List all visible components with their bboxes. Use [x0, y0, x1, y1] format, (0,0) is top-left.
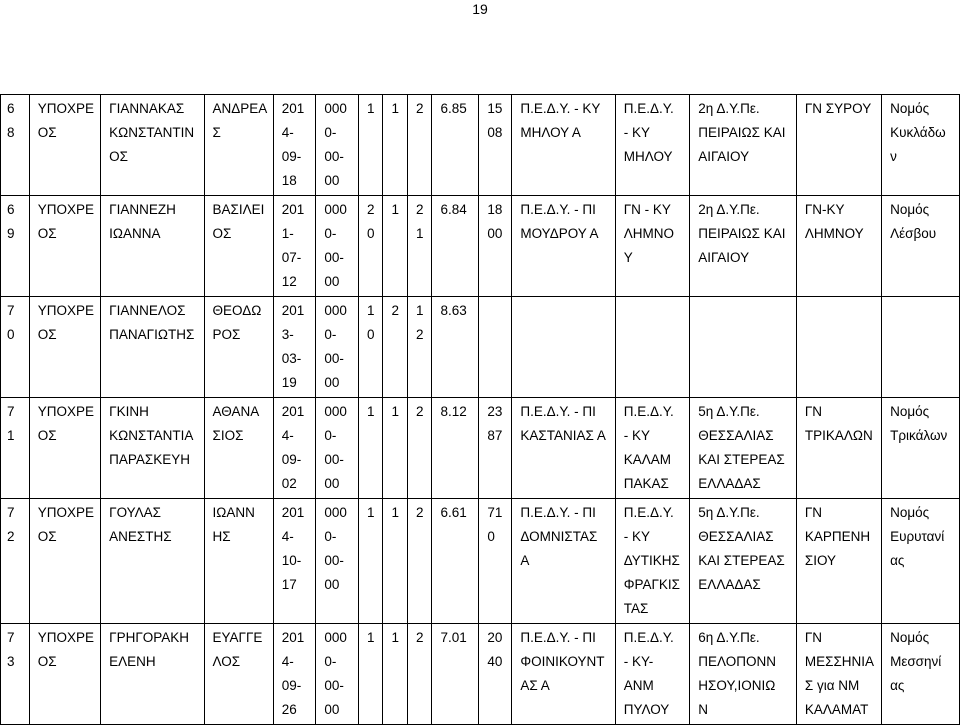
- cell-status: ΥΠΟΧΡΕ ΟΣ: [29, 398, 100, 499]
- cell-parent-unit: [615, 297, 690, 398]
- cell-prefecture: Νομός Κυκλάδω ν: [882, 95, 960, 196]
- cell-parent-unit: Π.Ε.Δ.Υ. - ΚΥ- ΑΝΜ ΠΥΛΟΥ: [615, 624, 690, 725]
- cell-count-total: 2: [407, 95, 432, 196]
- cell-health-unit: Π.Ε.Δ.Υ. - ΠΙ ΦΟΙΝΙΚΟΥΝΤ ΑΣ Α: [512, 624, 615, 725]
- cell-prefecture: Νομός Λέσβου: [882, 196, 960, 297]
- cell-surname: ΓΙΑΝΝΕΛΟΣ ΠΑΝΑΓΙΩΤΗΣ: [101, 297, 204, 398]
- cell-surname: ΓΟΥΛΑΣ ΑΝΕΣΤΗΣ: [101, 499, 204, 624]
- cell-health-region: 5η Δ.Υ.Πε. ΘΕΣΣΑΛΙΑΣ ΚΑΙ ΣΤΕΡΕΑΣ ΕΛΛΑΔΑΣ: [690, 398, 797, 499]
- cell-status: ΥΠΟΧΡΕ ΟΣ: [29, 624, 100, 725]
- cell-health-unit: Π.Ε.Δ.Υ. - ΠΙ ΚΑΣΤΑΝΙΑΣ Α: [512, 398, 615, 499]
- cell-row-number: 7 2: [1, 499, 30, 624]
- cell-count-a: 1: [358, 398, 383, 499]
- table-row: [1, 499, 960, 624]
- cell-parent-unit: Π.Ε.Δ.Υ. - ΚΥ ΚΑΛΑΜ ΠΑΚΑΣ: [615, 398, 690, 499]
- cell-date: 201 4- 10- 17: [273, 499, 316, 624]
- cell-father-name: ΑΘΑΝΑ ΣΙΟΣ: [204, 398, 273, 499]
- cell-row-number: 7 3: [1, 624, 30, 725]
- cell-count-total: 21: [407, 196, 432, 297]
- cell-zero-date: 000 0- 00- 00: [316, 196, 359, 297]
- table-row: [1, 624, 960, 725]
- cell-father-name: ΒΑΣΙΛΕΙ ΟΣ: [204, 196, 273, 297]
- cell-score: 8.12: [432, 398, 479, 499]
- cell-zero-date: 000 0- 00- 00: [316, 398, 359, 499]
- cell-status: ΥΠΟΧΡΕ ΟΣ: [29, 499, 100, 624]
- cell-health-unit: Π.Ε.Δ.Υ. - ΚΥ ΜΗΛΟΥ Α: [512, 95, 615, 196]
- cell-zero-date: 000 0- 00- 00: [316, 499, 359, 624]
- cell-prefecture: Νομός Τρικάλων: [882, 398, 960, 499]
- cell-parent-unit: Π.Ε.Δ.Υ. - ΚΥ ΜΗΛΟΥ: [615, 95, 690, 196]
- records-table: [0, 94, 960, 725]
- cell-code: 15 08: [479, 95, 512, 196]
- cell-surname: ΓΚΙΝΗ ΚΩΝΣΤΑΝΤΙΑ ΠΑΡΑΣΚΕΥΗ: [101, 398, 204, 499]
- cell-health-unit: [512, 297, 615, 398]
- cell-prefecture: Νομός Μεσσηνί ας: [882, 624, 960, 725]
- cell-score: 7.01: [432, 624, 479, 725]
- cell-date: 201 1- 07- 12: [273, 196, 316, 297]
- cell-status: ΥΠΟΧΡΕ ΟΣ: [29, 297, 100, 398]
- cell-hospital: ΓΝ ΚΑΡΠΕΝΗ ΣΙΟΥ: [796, 499, 881, 624]
- cell-zero-date: 000 0- 00- 00: [316, 297, 359, 398]
- cell-date: 201 3- 03- 19: [273, 297, 316, 398]
- cell-hospital: ΓΝ ΣΥΡΟΥ: [796, 95, 881, 196]
- cell-code: 71 0: [479, 499, 512, 624]
- cell-row-number: 6 8: [1, 95, 30, 196]
- cell-count-a: 20: [358, 196, 383, 297]
- table-row: [1, 196, 960, 297]
- table-row: [1, 297, 960, 398]
- cell-count-total: 12: [407, 297, 432, 398]
- cell-health-region: 2η Δ.Υ.Πε. ΠΕΙΡΑΙΩΣ ΚΑΙ ΑΙΓΑΙΟΥ: [690, 196, 797, 297]
- cell-surname: ΓΙΑΝΝΕΖΗ ΙΩΑΝΝΑ: [101, 196, 204, 297]
- cell-count-b: 1: [383, 196, 408, 297]
- cell-father-name: ΑΝΔΡΕΑ Σ: [204, 95, 273, 196]
- cell-count-b: 1: [383, 398, 408, 499]
- cell-count-a: 1: [358, 624, 383, 725]
- cell-count-a: 1: [358, 95, 383, 196]
- cell-parent-unit: Π.Ε.Δ.Υ. - ΚΥ ΔΥΤΙΚΗΣ ΦΡΑΓΚΙΣ ΤΑΣ: [615, 499, 690, 624]
- cell-date: 201 4- 09- 02: [273, 398, 316, 499]
- cell-prefecture: [882, 297, 960, 398]
- cell-father-name: ΘΕΟΔΩ ΡΟΣ: [204, 297, 273, 398]
- cell-code: 20 40: [479, 624, 512, 725]
- cell-count-b: 1: [383, 624, 408, 725]
- cell-surname: ΓΙΑΝΝΑΚΑΣ ΚΩΝΣΤΑΝΤΙΝ ΟΣ: [101, 95, 204, 196]
- cell-parent-unit: ΓΝ - ΚΥ ΛΗΜΝΟ Υ: [615, 196, 690, 297]
- cell-status: ΥΠΟΧΡΕ ΟΣ: [29, 95, 100, 196]
- cell-zero-date: 000 0- 00- 00: [316, 95, 359, 196]
- cell-code: 23 87: [479, 398, 512, 499]
- cell-health-unit: Π.Ε.Δ.Υ. - ΠΙ ΔΟΜΝΙΣΤΑΣ Α: [512, 499, 615, 624]
- cell-score: 8.63: [432, 297, 479, 398]
- cell-health-region: 6η Δ.Υ.Πε. ΠΕΛΟΠΟΝΝ ΗΣΟΥ,ΙΟΝΙΩ Ν: [690, 624, 797, 725]
- page-number: 19: [472, 1, 488, 17]
- cell-prefecture: Νομός Ευρυτανί ας: [882, 499, 960, 624]
- cell-hospital: ΓΝ ΤΡΙΚΑΛΩΝ: [796, 398, 881, 499]
- cell-row-number: 6 9: [1, 196, 30, 297]
- cell-code: [479, 297, 512, 398]
- cell-count-a: 10: [358, 297, 383, 398]
- cell-score: 6.85: [432, 95, 479, 196]
- cell-row-number: 7 1: [1, 398, 30, 499]
- cell-row-number: 7 0: [1, 297, 30, 398]
- cell-hospital: [796, 297, 881, 398]
- cell-status: ΥΠΟΧΡΕ ΟΣ: [29, 196, 100, 297]
- cell-score: 6.84: [432, 196, 479, 297]
- cell-code: 18 00: [479, 196, 512, 297]
- table-row: [1, 398, 960, 499]
- cell-hospital: ΓΝ ΜΕΣΣΗΝΙΑ Σ για ΝΜ ΚΑΛΑΜΑΤ: [796, 624, 881, 725]
- cell-health-region: 5η Δ.Υ.Πε. ΘΕΣΣΑΛΙΑΣ ΚΑΙ ΣΤΕΡΕΑΣ ΕΛΛΑΔΑΣ: [690, 499, 797, 624]
- cell-count-total: 2: [407, 499, 432, 624]
- cell-count-b: 2: [383, 297, 408, 398]
- table-row: [1, 95, 960, 196]
- cell-count-total: 2: [407, 624, 432, 725]
- cell-count-a: 1: [358, 499, 383, 624]
- cell-date: 201 4- 09- 18: [273, 95, 316, 196]
- cell-date: 201 4- 09- 26: [273, 624, 316, 725]
- cell-father-name: ΙΩΑΝΝ ΗΣ: [204, 499, 273, 624]
- records-body: [1, 95, 960, 725]
- cell-count-b: 1: [383, 95, 408, 196]
- cell-health-region: [690, 297, 797, 398]
- cell-hospital: ΓΝ-ΚΥ ΛΗΜΝΟΥ: [796, 196, 881, 297]
- cell-health-region: 2η Δ.Υ.Πε. ΠΕΙΡΑΙΩΣ ΚΑΙ ΑΙΓΑΙΟΥ: [690, 95, 797, 196]
- cell-surname: ΓΡΗΓΟΡΑΚΗ ΕΛΕΝΗ: [101, 624, 204, 725]
- cell-health-unit: Π.Ε.Δ.Υ. - ΠΙ ΜΟΥΔΡΟΥ Α: [512, 196, 615, 297]
- cell-zero-date: 000 0- 00- 00: [316, 624, 359, 725]
- cell-count-total: 2: [407, 398, 432, 499]
- cell-score: 6.61: [432, 499, 479, 624]
- cell-father-name: ΕΥΑΓΓΕ ΛΟΣ: [204, 624, 273, 725]
- cell-count-b: 1: [383, 499, 408, 624]
